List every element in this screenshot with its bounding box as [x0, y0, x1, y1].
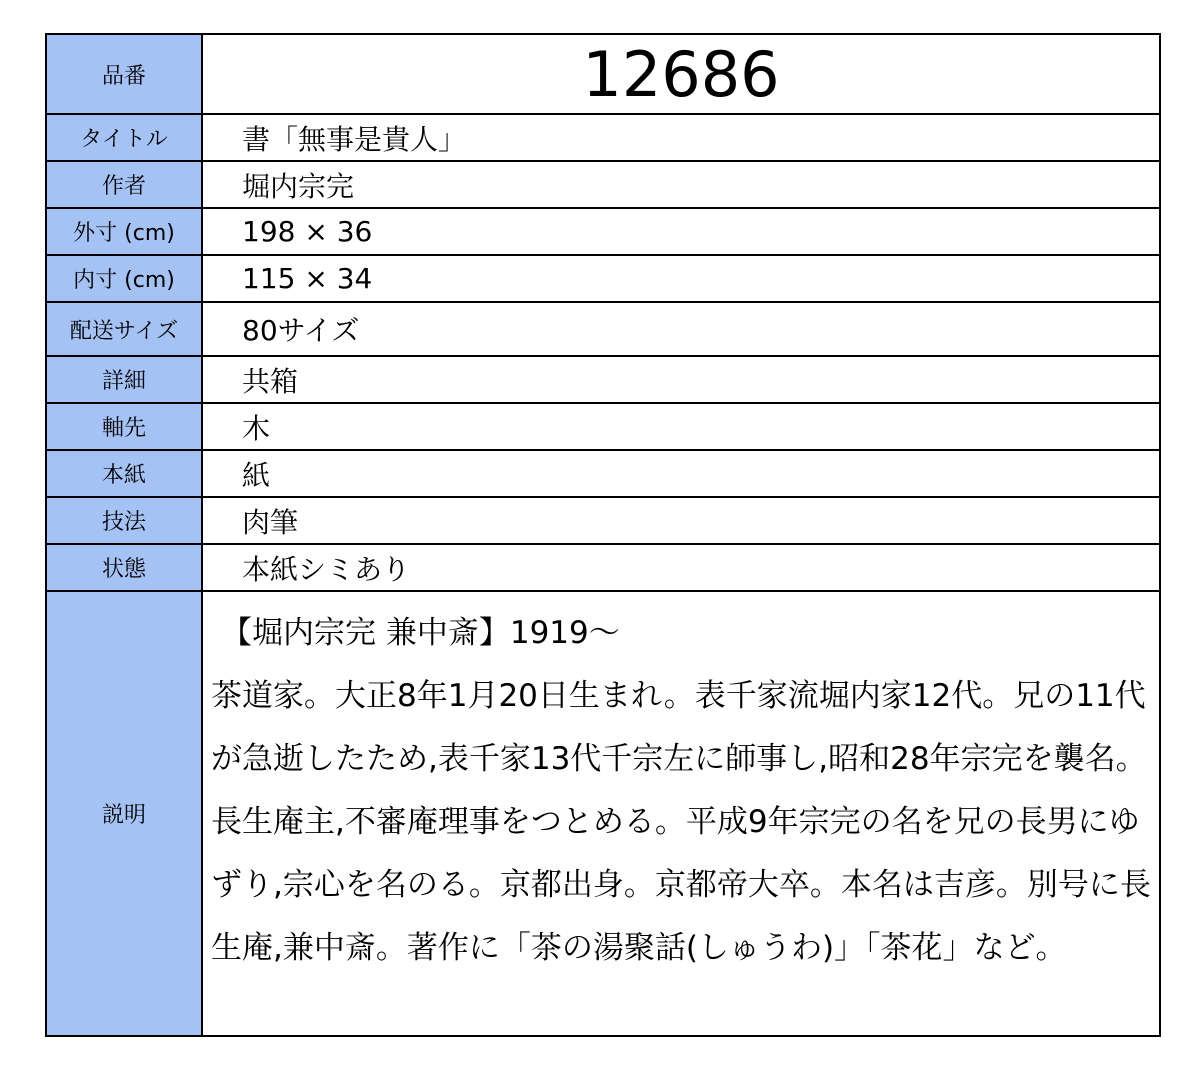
row-condition — [46, 544, 1160, 591]
row-item-number — [46, 34, 1160, 114]
value-base-material: 紙 — [202, 450, 1160, 497]
value-details: 共箱 — [202, 356, 1160, 403]
description-body: 茶道家。大正8年1月20日生まれ。表千家流堀内家12代。兄の11代が急逝したため,表千家13代千宗左に師事し,昭和28年宗完を襲名。長生庵主,不審庵理事をつとめる。平成9年宗完の名を兄の長男にゆずり,宗心を名のる。京都出身。京都帝大卒。本名は吉彦。別号に長生庵,兼中斎。著作に「茶の湯聚話(しゅうわ)」「茶花」など。 — [211, 678, 1151, 966]
label-base-material: 本紙 — [46, 450, 202, 497]
row-description — [46, 591, 1160, 1036]
row-base-material — [46, 450, 1160, 497]
value-technique: 肉筆 — [202, 497, 1160, 544]
spec-table — [45, 33, 1161, 1037]
label-title: タイトル — [46, 114, 202, 161]
value-description — [202, 591, 1160, 1036]
label-shipping-size: 配送サイズ — [46, 302, 202, 356]
label-technique: 技法 — [46, 497, 202, 544]
label-author: 作者 — [46, 161, 202, 208]
value-roller-end: 木 — [202, 403, 1160, 450]
label-item-number: 品番 — [46, 34, 202, 114]
value-condition: 本紙シミあり — [202, 544, 1160, 591]
value-shipping-size: 80サイズ — [202, 302, 1160, 356]
value-inner-size: 115 × 34 — [202, 255, 1160, 302]
label-condition: 状態 — [46, 544, 202, 591]
label-roller-end: 軸先 — [46, 403, 202, 450]
value-outer-size: 198 × 36 — [202, 208, 1160, 255]
value-title: 書「無事是貴人」 — [202, 114, 1160, 161]
value-item-number: 12686 — [202, 34, 1160, 114]
label-outer-size: 外寸 (cm) — [46, 208, 202, 255]
label-description: 説明 — [46, 591, 202, 1036]
row-title — [46, 114, 1160, 161]
row-technique — [46, 497, 1160, 544]
row-roller-end — [46, 403, 1160, 450]
row-shipping-size — [46, 302, 1160, 356]
label-inner-size: 内寸 (cm) — [46, 255, 202, 302]
row-author — [46, 161, 1160, 208]
value-author: 堀内宗完 — [202, 161, 1160, 208]
row-outer-size — [46, 208, 1160, 255]
row-details — [46, 356, 1160, 403]
product-spec-sheet — [45, 33, 1159, 1037]
label-details: 詳細 — [46, 356, 202, 403]
row-inner-size — [46, 255, 1160, 302]
description-heading: 【堀内宗完 兼中斎】1919〜 — [221, 615, 620, 651]
